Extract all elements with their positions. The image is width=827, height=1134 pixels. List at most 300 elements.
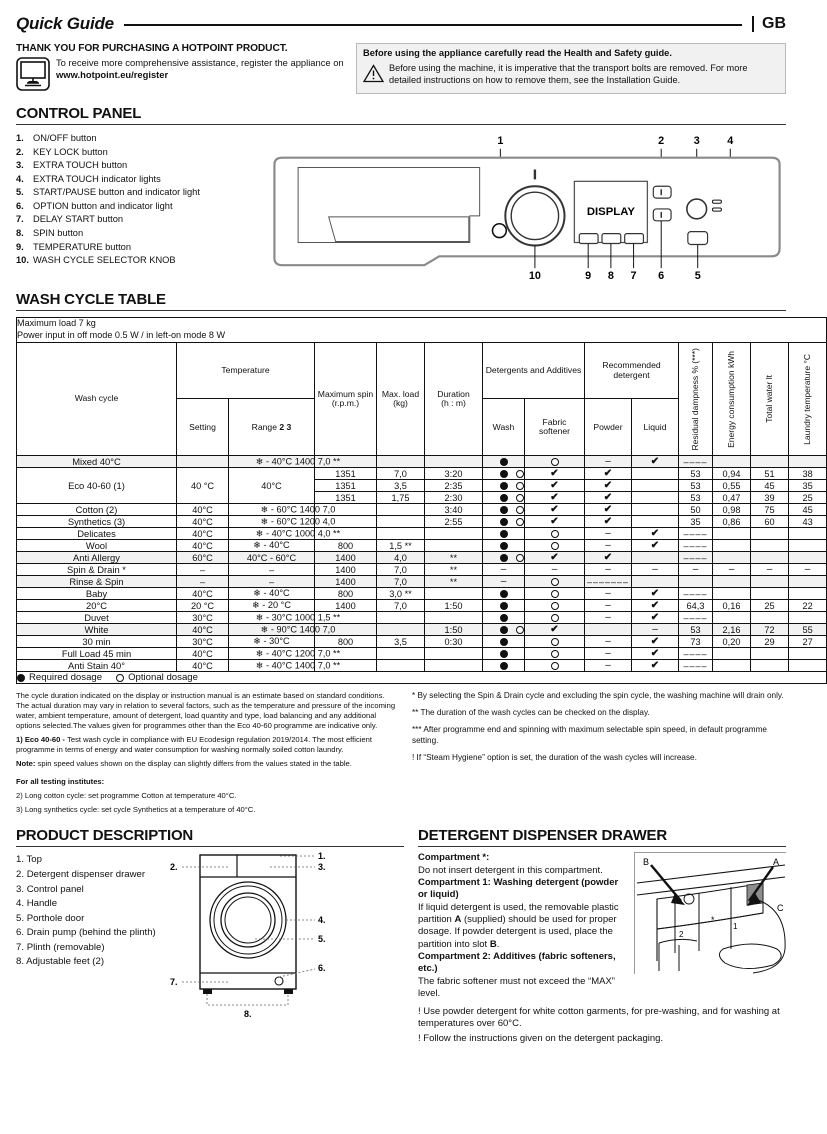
item-label: KEY LOCK button xyxy=(33,146,108,157)
cycle-max-load: 1,75 xyxy=(377,492,425,504)
cycle-residual-dampness xyxy=(679,552,713,564)
cycle-energy xyxy=(713,564,751,576)
dash-mark: – xyxy=(605,636,611,648)
filled-dot-icon xyxy=(500,458,508,466)
cycle-powder xyxy=(585,612,632,624)
cycle-setting: 40°C xyxy=(177,624,229,636)
dash-mark: – xyxy=(605,564,611,576)
cycle-name: Synthetics (3) xyxy=(17,516,177,528)
cycle-residual-dampness xyxy=(679,576,713,588)
cycle-name: Wool xyxy=(17,540,177,552)
filled-dot-icon xyxy=(500,530,508,538)
item-label: Handle xyxy=(26,898,58,910)
section-title-product-description: PRODUCT DESCRIPTION xyxy=(16,827,194,845)
cycle-max-load xyxy=(377,612,425,624)
cycle-water: 72 xyxy=(751,624,789,636)
language-code: GB xyxy=(752,16,786,32)
dash-mark: – xyxy=(652,624,658,636)
thank-you-block xyxy=(16,43,346,94)
safety-title: Before using the appliance carefully read the Health and Safety guide. xyxy=(363,48,672,58)
list-item xyxy=(16,883,156,898)
warning-follow-instructions: ! Follow the instructions given on the detergent packaging. xyxy=(418,1032,664,1044)
cycle-wash-dosage xyxy=(483,456,525,468)
cycle-max-spin: 1400 xyxy=(315,564,377,576)
filled-dot-icon xyxy=(500,482,508,490)
callout-2: 2 xyxy=(658,134,665,147)
item-number: 4. xyxy=(16,173,24,184)
product-description-list xyxy=(16,853,156,1022)
cycle-setting: – xyxy=(177,564,229,576)
max-load-unit: (kg) xyxy=(393,397,408,408)
table-row xyxy=(17,612,827,624)
cycle-duration: 2:35 xyxy=(425,480,483,492)
cycle-energy xyxy=(713,456,751,468)
register-url[interactable]: www.hotpoint.eu/register xyxy=(56,68,169,80)
page-header xyxy=(16,14,786,34)
note-duration: The cycle duration indicated on the display or instruction manual is an estimate based on standard conditions. The actual duration may vary in relation to several factors, such as the temperature and pressure of the incoming water, ambient temperature, amount of detergent, load quantity and type, load balancing and any additional options selected.The values given for programmes other than the Eco 40-60 programme are indicative only. xyxy=(16,691,396,731)
dash-mark: – xyxy=(500,564,507,576)
cycle-setting: 40°C xyxy=(177,648,229,660)
list-item xyxy=(16,868,156,883)
note-eco-text: Test wash cycle in compliance with EU Ecodesign regulation 2019/2014. The most efficient programme in terms of energy and water consumption for washing normally soiled cotton laundry. xyxy=(16,735,372,755)
cycle-residual-dampness: 53 xyxy=(679,468,713,480)
open-ring-icon xyxy=(551,530,559,538)
cycle-max-load: 4,0 xyxy=(377,552,425,564)
ring-check-icon: ✔ xyxy=(525,624,584,635)
cycle-setting: 30°C xyxy=(177,612,229,624)
max-spin-label: Maximum spin xyxy=(317,388,374,399)
cycle-duration: ** xyxy=(425,576,483,588)
item-label: Control panel xyxy=(26,883,84,895)
item-number: 10. xyxy=(16,255,29,266)
cycle-setting: 30°C xyxy=(177,636,229,648)
label-A: A xyxy=(773,857,780,868)
compartment-1-title: Compartment 1: Washing detergent (powder or liquid) xyxy=(418,877,619,901)
callout-10: 10 xyxy=(528,270,541,283)
open-ring-icon xyxy=(551,602,559,610)
cycle-range: ❄ - 40°C 1400 7,0 ** xyxy=(229,660,315,672)
check-icon: ✔ xyxy=(603,492,613,504)
cycle-duration: ** xyxy=(425,552,483,564)
list-item xyxy=(16,926,156,941)
cycle-duration: 2:55 xyxy=(425,516,483,528)
ring-check-icon: ✔ xyxy=(525,552,584,563)
residual-label: Residual dampness % xyxy=(689,365,700,451)
dashes-mark: –––– xyxy=(683,588,708,599)
monitor-icon xyxy=(16,57,50,91)
cycle-residual-dampness: 53 xyxy=(679,480,713,492)
cycle-max-load xyxy=(377,648,425,660)
col-header-wash: Wash xyxy=(483,399,525,456)
compartment-2-text: The fabric softener must not exceed the “MAX” level. xyxy=(418,975,615,1000)
col-header-laundry-temperature xyxy=(789,342,827,456)
cycle-wash-dosage xyxy=(483,648,525,660)
cycle-water xyxy=(751,576,789,588)
control-panel-diagram xyxy=(266,132,786,283)
cycle-powder xyxy=(585,576,632,588)
cycle-name: White xyxy=(17,624,177,636)
cycle-duration xyxy=(425,528,483,540)
register-text: To receive more comprehensive assistance, register the appliance on xyxy=(56,57,344,68)
check-icon: ✔ xyxy=(650,588,660,600)
list-item xyxy=(16,955,156,970)
cycle-water xyxy=(751,660,789,672)
list-item xyxy=(16,941,156,956)
cycle-range: ❄ - 20 °C xyxy=(229,600,315,612)
check-icon: ✔ xyxy=(650,528,660,540)
cycle-powder xyxy=(585,492,632,504)
col-header-max-load xyxy=(377,342,425,456)
col-header-residual-dampness xyxy=(679,342,713,456)
max-load-text: Maximum load 7 kg xyxy=(17,318,96,329)
section-rule xyxy=(418,846,786,847)
cycle-residual-dampness xyxy=(679,660,713,672)
cycle-max-load: 1,5 ** xyxy=(377,540,425,552)
section-rule xyxy=(16,310,786,311)
cycle-wash-dosage xyxy=(483,660,525,672)
cycle-wash-dosage xyxy=(483,540,525,552)
cycle-water xyxy=(751,456,789,468)
cycle-powder xyxy=(585,624,632,636)
cycle-duration xyxy=(425,660,483,672)
section-title-detergent-drawer: DETERGENT DISPENSER DRAWER xyxy=(418,827,667,845)
item-number: 6. xyxy=(16,927,25,939)
cycle-duration: 1:50 xyxy=(425,624,483,636)
compartment-1-text-c: If powder detergent is used, place the partition into slot xyxy=(418,926,613,950)
filled-dot-icon xyxy=(500,590,508,598)
item-number: 2. xyxy=(16,868,25,880)
cycle-water xyxy=(751,588,789,600)
callout-7: 7 xyxy=(630,270,637,283)
cycle-name: Mixed 40°C xyxy=(17,456,177,468)
cycle-range: ❄ - 40°C 1000 4,0 ** xyxy=(229,528,315,540)
cycle-wash-dosage xyxy=(483,600,525,612)
detergent-drawer-text xyxy=(418,852,626,1000)
cycle-range: ❄ - 30°C xyxy=(229,636,315,648)
cycle-setting: 60°C xyxy=(177,552,229,564)
label-1: 1 xyxy=(733,922,738,932)
cycle-softener-dosage xyxy=(525,528,585,540)
cycle-laundry-temp: 55 xyxy=(789,624,827,636)
cycle-max-load xyxy=(377,624,425,636)
callout-7: 7. xyxy=(169,977,178,988)
cycle-range: ❄ - 60°C 1400 7,0 xyxy=(229,504,315,516)
cycle-setting: – xyxy=(177,576,229,588)
cycle-laundry-temp xyxy=(789,552,827,564)
cycle-laundry-temp xyxy=(789,588,827,600)
cycle-energy: 2,16 xyxy=(713,624,751,636)
callout-8: 8. xyxy=(243,1009,252,1020)
cycle-energy: 0,86 xyxy=(713,516,751,528)
dashes-mark: –––– xyxy=(683,648,708,659)
cycle-duration: 1:50 xyxy=(425,600,483,612)
dash-mark: – xyxy=(652,564,658,576)
product-description-block xyxy=(16,825,404,1047)
open-ring-icon xyxy=(551,662,559,670)
item-label: Porthole door xyxy=(26,912,85,924)
cycle-energy: 0,94 xyxy=(713,468,751,480)
label-B: B xyxy=(643,857,650,868)
cycle-name: Anti Stain 40° xyxy=(17,660,177,672)
slot-b-label: B xyxy=(489,938,497,950)
cycle-powder xyxy=(585,588,632,600)
cycle-laundry-temp xyxy=(789,612,827,624)
footnote-star: * By selecting the Spin & Drain cycle and excluding the spin cycle, the washing machine will drain only. xyxy=(412,691,784,701)
cycle-water: 29 xyxy=(751,636,789,648)
item-number: 5. xyxy=(16,912,25,924)
cycle-softener-dosage xyxy=(525,612,585,624)
note-eco xyxy=(16,735,398,755)
ring-check-icon: ✔ xyxy=(525,480,584,491)
col-header-energy-consumption xyxy=(713,342,751,456)
cycle-laundry-temp xyxy=(789,564,827,576)
cycle-energy xyxy=(713,576,751,588)
display-label: DISPLAY xyxy=(586,205,635,218)
cycle-duration: 0:30 xyxy=(425,636,483,648)
filled-dot-icon xyxy=(500,614,508,622)
callout-3: 3. xyxy=(317,862,326,873)
table-row xyxy=(17,636,827,648)
cycle-residual-dampness xyxy=(679,588,713,600)
callout-6: 6. xyxy=(317,963,326,974)
item-number: 8. xyxy=(16,956,25,968)
open-ring-icon xyxy=(551,614,559,622)
item-number: 1. xyxy=(16,854,25,866)
item-label: ON/OFF button xyxy=(33,133,97,144)
check-icon: ✔ xyxy=(650,660,660,672)
residual-sup: (***) xyxy=(689,347,700,364)
cycle-name: Eco 40-60 (1) xyxy=(17,468,177,504)
label-C: C xyxy=(777,903,784,914)
cycle-name: Full Load 45 min xyxy=(17,648,177,660)
cycle-laundry-temp xyxy=(789,528,827,540)
cycle-max-load: 3,5 xyxy=(377,480,425,492)
open-ring-icon xyxy=(551,590,559,598)
cycle-energy xyxy=(713,552,751,564)
compartment-2-title: Compartment 2: Additives (fabric softeners, etc.) xyxy=(418,951,616,975)
item-label: WASH CYCLE SELECTOR KNOB xyxy=(33,255,176,266)
safety-text: Before using the machine, it is imperative that the transport bolts are removed. For more detailed instructions on how to remove them, see the Installation Guide. xyxy=(389,63,748,86)
cycle-liquid xyxy=(632,636,679,648)
cycle-max-load xyxy=(377,504,425,516)
item-label: SPIN button xyxy=(33,228,84,238)
table-row xyxy=(17,516,827,528)
cycle-wash-dosage xyxy=(483,564,525,576)
table-row xyxy=(17,528,827,540)
cycle-water: 25 xyxy=(751,600,789,612)
open-ring-icon xyxy=(551,578,559,586)
cycle-wash-dosage xyxy=(483,612,525,624)
cycle-liquid xyxy=(632,612,679,624)
cycle-energy xyxy=(713,648,751,660)
col-header-powder: Powder xyxy=(585,399,632,456)
table-row xyxy=(17,588,827,600)
item-label: Top xyxy=(26,854,42,866)
cycle-laundry-temp: 38 xyxy=(789,468,827,480)
cycle-duration: 3:20 xyxy=(425,468,483,480)
section-rule xyxy=(16,124,786,125)
cycle-liquid xyxy=(632,456,679,468)
list-item xyxy=(16,912,156,927)
cycle-setting: 40°C xyxy=(177,660,229,672)
item-label: DELAY START button xyxy=(33,214,124,225)
table-row xyxy=(17,540,827,552)
cycle-residual-dampness xyxy=(679,540,713,552)
range-label: Range xyxy=(251,421,277,432)
cycle-max-load: 3,5 xyxy=(377,636,425,648)
cycle-energy: 0,47 xyxy=(713,492,751,504)
duration-unit: (h : m) xyxy=(441,397,466,408)
item-number: 9. xyxy=(16,241,24,252)
cycle-softener-dosage xyxy=(525,600,585,612)
callout-5: 5 xyxy=(694,270,701,283)
dash-mark: – xyxy=(605,612,611,624)
partition-a-label: A xyxy=(454,914,462,926)
dash-mark: – xyxy=(551,564,558,576)
item-label: START/PAUSE button and indicator light xyxy=(33,187,200,198)
item-number: 8. xyxy=(16,228,24,238)
cycle-max-spin: 1400 xyxy=(315,576,377,588)
cycle-liquid xyxy=(632,516,679,528)
table-legend xyxy=(17,672,827,684)
cycle-duration: 3:40 xyxy=(425,504,483,516)
dashes-mark: –––– xyxy=(683,540,708,551)
cycle-laundry-temp xyxy=(789,660,827,672)
check-icon: ✔ xyxy=(650,612,660,624)
cycle-powder xyxy=(585,636,632,648)
cycle-max-load xyxy=(377,528,425,540)
cycle-setting: 40°C xyxy=(177,528,229,540)
list-item xyxy=(16,186,266,200)
filled-dot-icon xyxy=(500,650,508,658)
header-rule xyxy=(124,24,742,26)
cycle-water: 51 xyxy=(751,468,789,480)
item-label: Plinth (removable) xyxy=(26,941,105,953)
filled-dot-icon xyxy=(500,662,508,670)
cycle-range: ❄ - 60°C 1200 4,0 xyxy=(229,516,315,528)
item-label: Detergent dispenser drawer xyxy=(26,868,146,880)
callout-1: 1. xyxy=(317,851,326,862)
callout-4: 4. xyxy=(317,915,326,926)
cycle-liquid xyxy=(632,552,679,564)
list-item xyxy=(16,853,156,868)
cycle-setting: 20 °C xyxy=(177,600,229,612)
cycle-residual-dampness: 73 xyxy=(679,636,713,648)
cycle-max-spin: 1400 xyxy=(315,552,377,564)
cycle-max-spin: 800 xyxy=(315,588,377,600)
table-row xyxy=(17,576,827,588)
cycle-duration xyxy=(425,648,483,660)
washing-machine-diagram xyxy=(160,847,404,1022)
water-label: Total water lt xyxy=(763,375,774,423)
cycle-max-load xyxy=(377,456,425,468)
cycle-energy: 0,55 xyxy=(713,480,751,492)
cycle-setting: 40 °C xyxy=(177,468,229,504)
col-header-duration xyxy=(425,342,483,456)
col-header-detergents: Detergents and Additives xyxy=(483,342,585,399)
ring-check-icon: ✔ xyxy=(525,504,584,515)
thank-you-title: THANK YOU FOR PURCHASING A HOTPOINT PRODUCT. xyxy=(16,43,288,54)
cycle-residual-dampness: 53 xyxy=(679,624,713,636)
intro-row xyxy=(16,43,786,94)
cycle-setting xyxy=(177,456,229,468)
cycle-water xyxy=(751,540,789,552)
table-row xyxy=(17,456,827,468)
cycle-max-load: 3,0 ** xyxy=(377,588,425,600)
legend-required: Required dosage xyxy=(29,672,103,684)
legend-optional: Optional dosage xyxy=(128,672,198,684)
cycle-powder xyxy=(585,540,632,552)
section-title-control-panel: CONTROL PANEL xyxy=(16,105,142,123)
filled-dot-icon xyxy=(500,638,508,646)
cycle-powder xyxy=(585,648,632,660)
col-header-setting: Setting xyxy=(177,399,229,456)
filled-dot-icon xyxy=(17,674,25,682)
callout-2: 2. xyxy=(169,862,178,873)
cycle-duration xyxy=(425,456,483,468)
check-icon: ✔ xyxy=(603,480,613,492)
table-row xyxy=(17,552,827,564)
cycle-laundry-temp: 35 xyxy=(789,480,827,492)
cycle-liquid xyxy=(632,588,679,600)
detergent-warnings xyxy=(418,1006,786,1046)
dashes-mark: –––– xyxy=(683,456,708,467)
footnote-steam: ! If “Steam Hygiene” option is set, the duration of the wash cycles will increase. xyxy=(412,753,697,763)
item-number: 7. xyxy=(16,941,25,953)
cycle-powder xyxy=(585,660,632,672)
table-row xyxy=(17,624,827,636)
cycle-energy: 0,16 xyxy=(713,600,751,612)
callout-1: 1 xyxy=(497,134,504,147)
col-header-recommended-detergent: Recommended detergent xyxy=(585,342,679,399)
item-label: Adjustable feet (2) xyxy=(26,956,105,968)
cycle-residual-dampness: 64,3 xyxy=(679,600,713,612)
list-item xyxy=(16,254,266,268)
filled-dot-icon xyxy=(500,518,508,526)
cycle-residual-dampness xyxy=(679,564,713,576)
cycle-duration xyxy=(425,540,483,552)
cycle-energy xyxy=(713,540,751,552)
dash-mark: – xyxy=(605,456,611,468)
item-label: EXTRA TOUCH indicator lights xyxy=(33,173,161,184)
open-ring-icon xyxy=(551,650,559,658)
cycle-max-spin: 1400 xyxy=(315,600,377,612)
dashes-mark: ––––––– xyxy=(586,576,630,587)
cycle-name: 30 min xyxy=(17,636,177,648)
cycle-water: 45 xyxy=(751,480,789,492)
note-institutes-title: For all testing institutes: xyxy=(16,777,105,787)
cycle-residual-dampness: 53 xyxy=(679,492,713,504)
cycle-setting: 40°C xyxy=(177,588,229,600)
cycle-max-spin: 1351 xyxy=(315,480,377,492)
cycle-laundry-temp: 43 xyxy=(789,516,827,528)
cycle-laundry-temp: 45 xyxy=(789,504,827,516)
cycle-powder xyxy=(585,468,632,480)
label-2: 2 xyxy=(679,930,684,940)
item-number: 7. xyxy=(16,214,24,225)
cycle-laundry-temp xyxy=(789,540,827,552)
filled-dot-icon xyxy=(500,626,508,634)
col-header-fabric-softener: Fabric softener xyxy=(525,399,585,456)
footnote-double-star: ** The duration of the wash cycles can be checked on the display. xyxy=(412,708,650,718)
cycle-softener-dosage xyxy=(525,576,585,588)
max-load-label: Max. load xyxy=(381,388,420,399)
cycle-residual-dampness xyxy=(679,648,713,660)
cycle-max-load xyxy=(377,516,425,528)
cycle-liquid xyxy=(632,468,679,480)
check-icon: ✔ xyxy=(603,552,613,564)
cycle-name: Spin & Drain * xyxy=(17,564,177,576)
